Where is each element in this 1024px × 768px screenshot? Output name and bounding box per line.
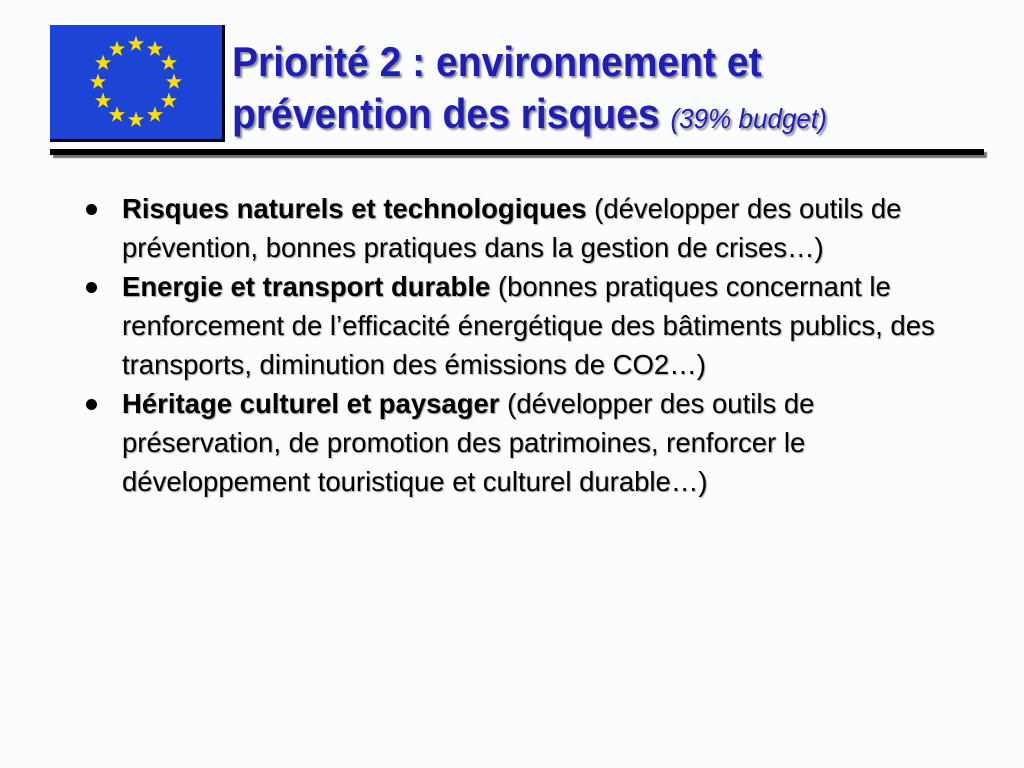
bullet-heading: Risques naturels et technologiques	[122, 193, 587, 224]
star-icon	[147, 106, 163, 121]
bullet-item-risks	[84, 189, 944, 267]
bullet-text: (bonnes pratiques concernant le renforcement de l’efficacité énergétique des bâtiments publics, des transports, diminution des émissions de CO2…)	[122, 271, 935, 380]
bullet-text: (développer des outils de préservation, de promotion des patrimoines, renforcer le développement touristique et culturel durable…)	[122, 388, 815, 497]
star-icon	[109, 41, 125, 56]
bullet-item-energy	[84, 267, 944, 384]
title-line-1: Priorité 2 : environnement et	[232, 38, 762, 85]
star-icon	[95, 93, 111, 108]
star-icon	[90, 74, 106, 89]
slide-title	[232, 36, 948, 145]
star-icon	[128, 112, 144, 127]
bullet-dot-icon	[86, 282, 97, 293]
bullet-heading: Energie et transport durable	[122, 271, 491, 302]
star-icon	[161, 93, 177, 108]
title-line-2: prévention des risques	[232, 90, 660, 137]
bullet-dot-icon	[86, 204, 97, 215]
star-icon	[109, 106, 125, 121]
title-budget: (39% budget)	[670, 103, 827, 134]
bullet-dot-icon	[86, 399, 97, 410]
eu-flag	[50, 25, 225, 142]
bullet-item-heritage	[84, 384, 944, 501]
bullet-heading: Héritage culturel et paysager	[122, 388, 500, 419]
bullet-text: (développer des outils de prévention, bonnes pratiques dans la gestion de crises…)	[122, 193, 902, 263]
star-icon	[128, 36, 144, 51]
star-icon	[166, 74, 182, 89]
title-divider	[50, 149, 984, 155]
star-icon	[161, 55, 177, 70]
bullet-list	[84, 189, 944, 501]
star-icon	[95, 55, 111, 70]
star-icon	[147, 41, 163, 56]
eu-stars-icon	[50, 25, 222, 139]
